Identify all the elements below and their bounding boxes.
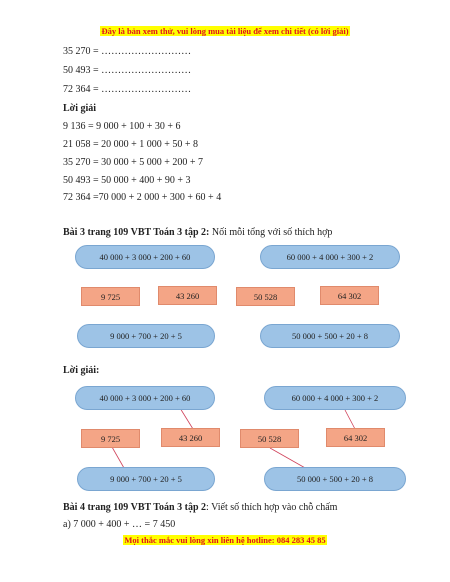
sum-oval: 50 000 + 500 + 20 + 8 bbox=[260, 324, 400, 348]
sum-oval: 9 000 + 700 + 20 + 5 bbox=[77, 324, 215, 348]
solution-line: 35 270 = 30 000 + 5 000 + 200 + 7 bbox=[63, 157, 204, 168]
sum-oval: 40 000 + 3 000 + 200 + 60 bbox=[75, 245, 215, 269]
sum-oval: 60 000 + 4 000 + 300 + 2 bbox=[260, 245, 400, 269]
sum-oval: 9 000 + 700 + 20 + 5 bbox=[77, 467, 215, 491]
hotline-banner-text: Mọi thắc mắc vui lòng xin liên hệ hotline: 084 283 45 85 bbox=[124, 535, 326, 545]
number-box: 9 725 bbox=[81, 429, 140, 448]
exercise-line: 50 493 = ……………………… bbox=[63, 65, 192, 76]
solution-line: 50 493 = 50 000 + 400 + 90 + 3 bbox=[63, 175, 191, 186]
hotline-banner bbox=[0, 535, 450, 545]
sum-oval: 50 000 + 500 + 20 + 8 bbox=[264, 467, 406, 491]
number-box: 64 302 bbox=[326, 428, 385, 447]
exercise-3-title bbox=[63, 227, 332, 238]
exercise-4-title-bold: Bài 4 trang 109 VBT Toán 3 tập 2 bbox=[63, 502, 207, 513]
number-box: 43 260 bbox=[158, 286, 217, 305]
solution-line: 72 364 =70 000 + 2 000 + 300 + 60 + 4 bbox=[63, 192, 222, 203]
solution-heading: Lời giải: bbox=[63, 365, 100, 376]
preview-banner bbox=[0, 26, 450, 36]
solution-line: 9 136 = 9 000 + 100 + 30 + 6 bbox=[63, 121, 181, 132]
exercise-3-title-rest: Nối mỗi tổng với số thích hợp bbox=[209, 227, 333, 238]
exercise-line: 72 364 = ……………………… bbox=[63, 84, 192, 95]
solution-line: 21 058 = 20 000 + 1 000 + 50 + 8 bbox=[63, 139, 199, 150]
number-box: 43 260 bbox=[161, 428, 220, 447]
number-box: 50 528 bbox=[240, 429, 299, 448]
exercise-4-title-rest: : Viết số thích hợp vào chỗ chấm bbox=[206, 502, 338, 513]
solution-heading: Lời giải bbox=[63, 103, 97, 114]
number-box: 50 528 bbox=[236, 287, 295, 306]
exercise-4-title bbox=[63, 502, 337, 513]
sum-oval: 40 000 + 3 000 + 200 + 60 bbox=[75, 386, 215, 410]
connector-line bbox=[112, 447, 124, 468]
exercise-4-line-a: a) 7 000 + 400 + … = 7 450 bbox=[63, 519, 176, 530]
number-box: 9 725 bbox=[81, 287, 140, 306]
number-box: 64 302 bbox=[320, 286, 379, 305]
connector-line bbox=[270, 448, 307, 469]
exercise-3-title-bold: Bài 3 trang 109 VBT Toán 3 tập 2: bbox=[63, 227, 210, 238]
connector-line bbox=[345, 410, 355, 429]
exercise-line: 35 270 = ……………………… bbox=[63, 46, 192, 57]
sum-oval: 60 000 + 4 000 + 300 + 2 bbox=[264, 386, 406, 410]
preview-banner-text: Đây là bản xem thử, vui lòng mua tài liệu để xem chi tiết (có lời giải) bbox=[101, 26, 349, 36]
connector-line bbox=[180, 408, 193, 429]
